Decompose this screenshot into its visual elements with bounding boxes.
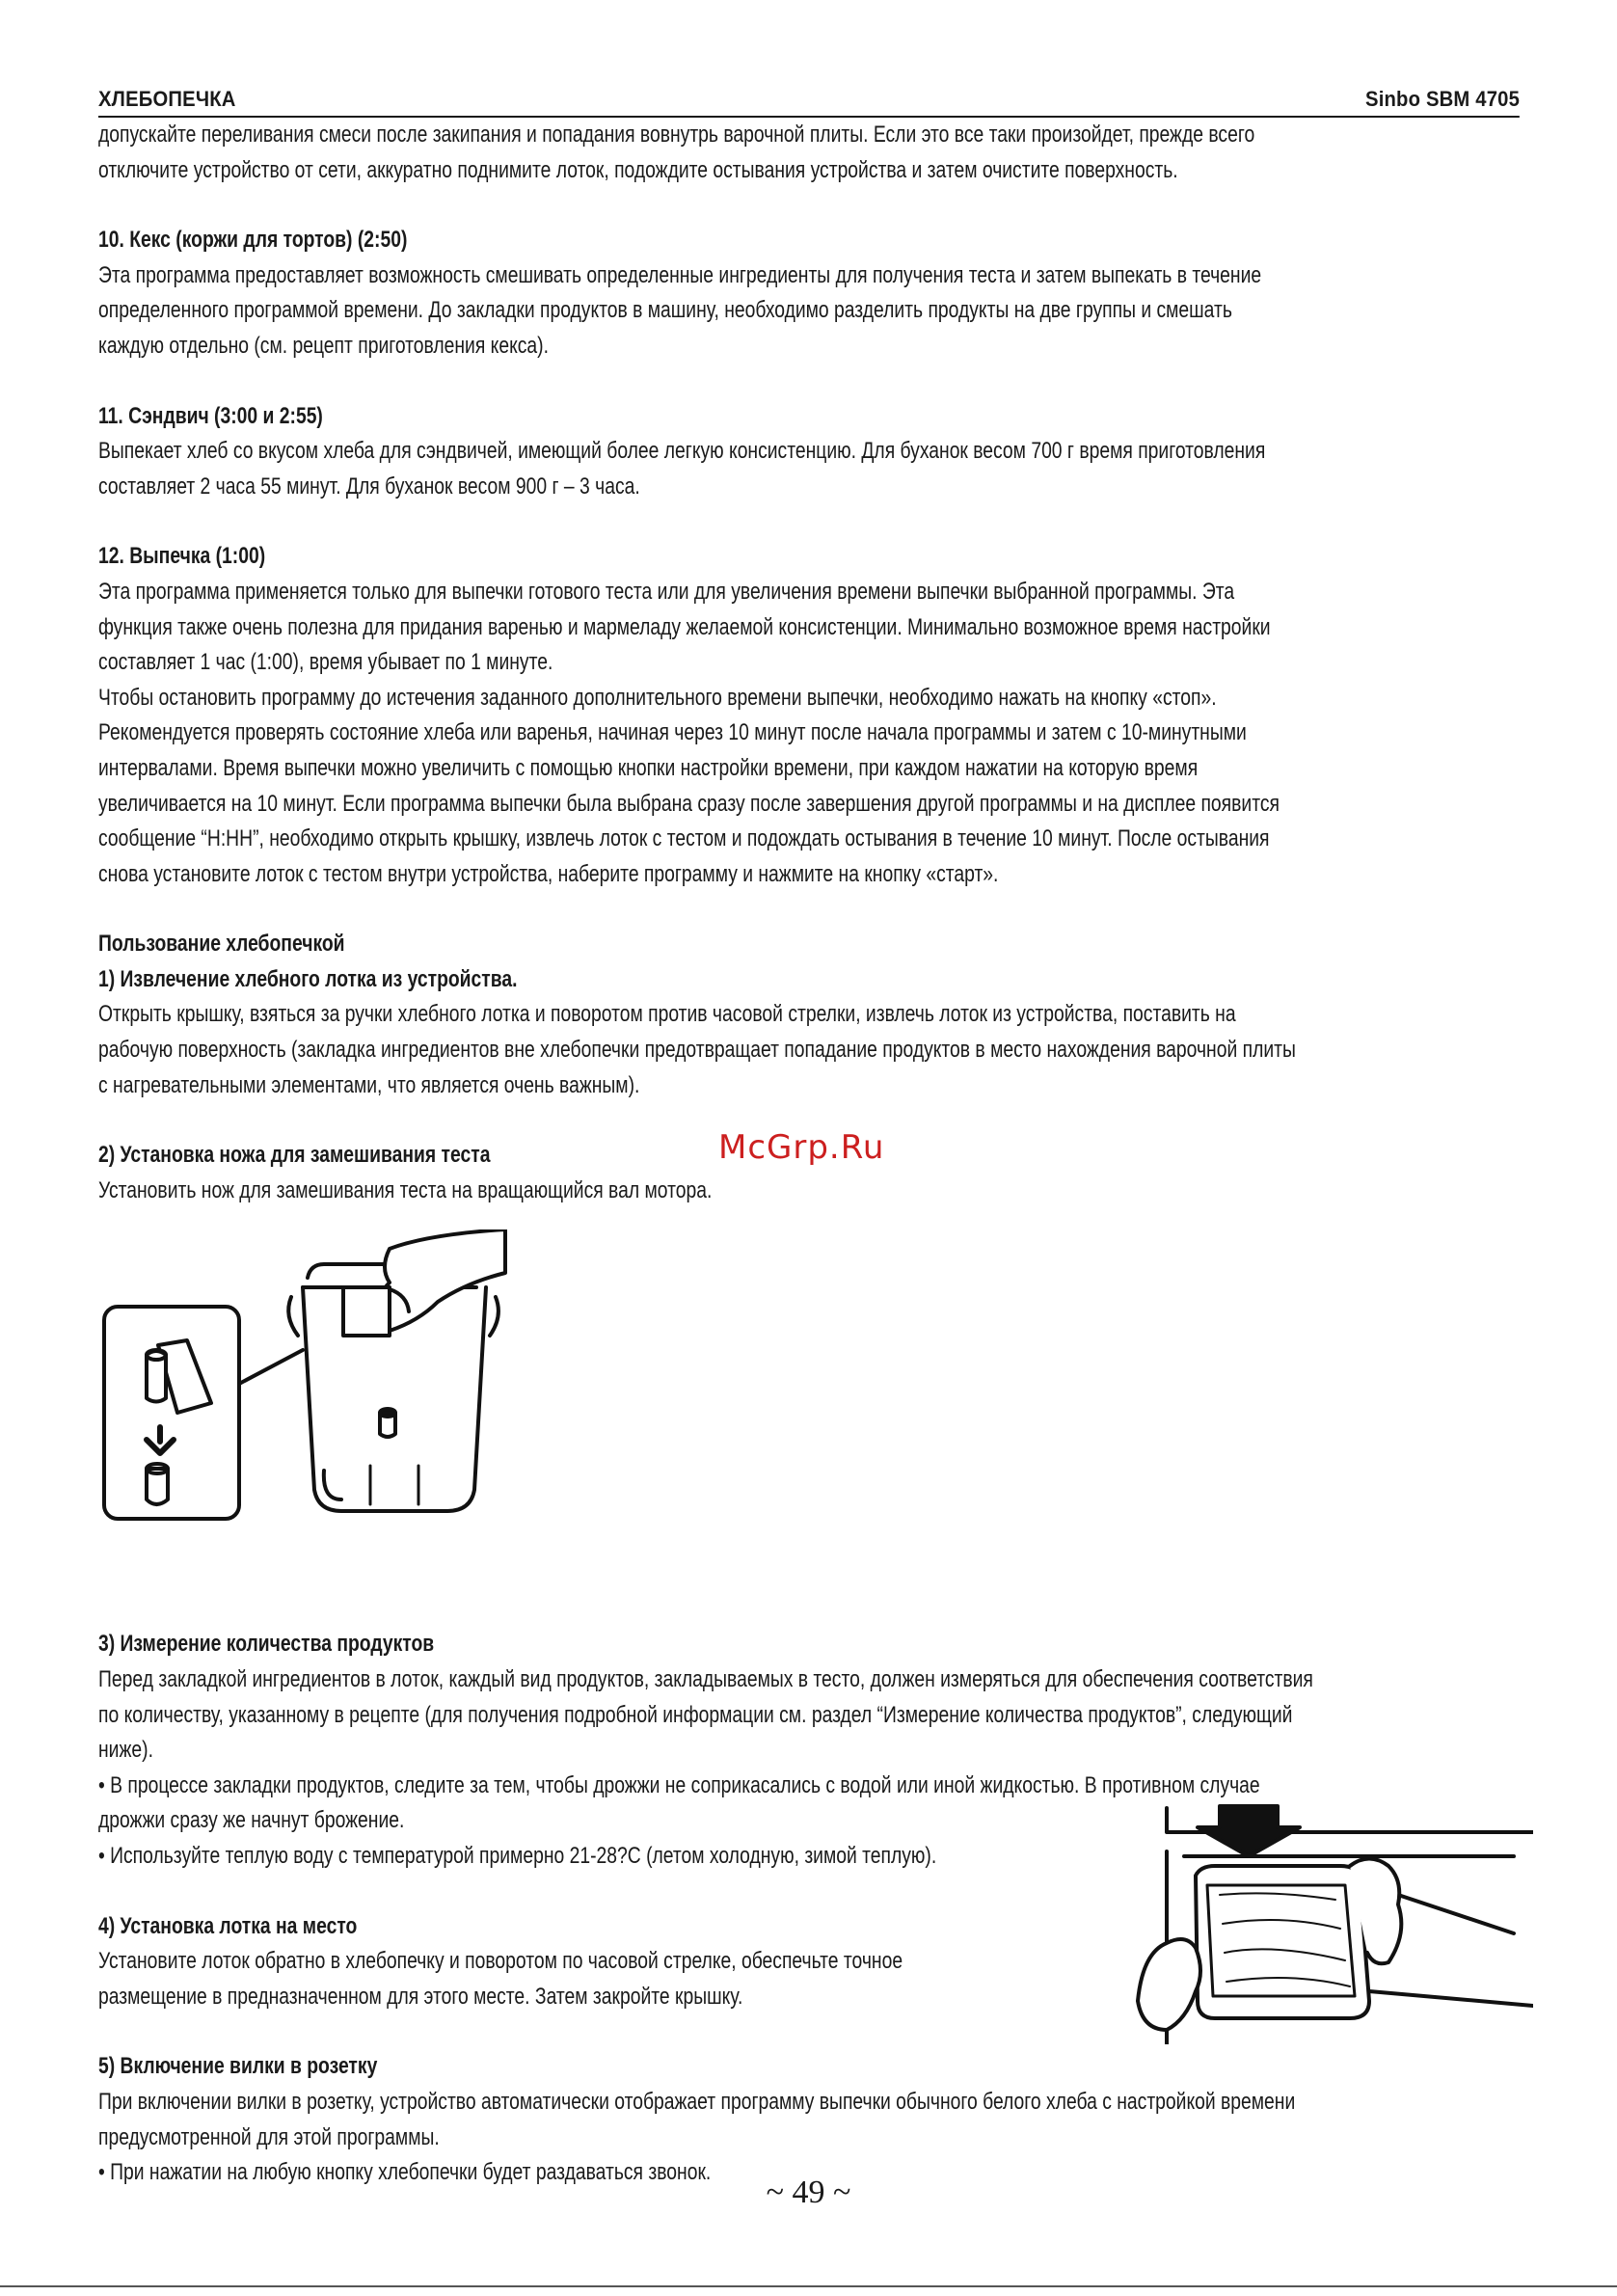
section-12-line: сообщение “H:HH”, необходимо открыть крышку, извлечь лоток с тестом и подождать остывания в течение 10 минут. После остывания — [98, 825, 1270, 852]
pan-installation-illustration — [1128, 1798, 1533, 2044]
step-2-title: 2) Установка ножа для замешивания теста — [98, 1142, 491, 1169]
step-4-line: Установите лоток обратно в хлебопечку и поворотом по часовой стрелке, обеспечьте точное — [98, 1948, 903, 1975]
page-header — [98, 87, 1520, 118]
step-5-title: 5) Включение вилки в розетку — [98, 2053, 378, 2080]
step-5-line: При включении вилки в розетку, устройство автоматически отображает программу выпечки обычного белого хлеба с настройкой времени — [98, 2088, 1296, 2115]
inset-frame — [104, 1307, 239, 1519]
step-3-line: ниже). — [98, 1737, 153, 1764]
footer-rule — [0, 2285, 1617, 2287]
section-10-line: каждую отдельно (см. рецепт приготовления кекса). — [98, 332, 549, 359]
step-5-line: предусмотренной для этой программы. — [98, 2123, 440, 2150]
section-11-line: составляет 2 часа 55 минут. Для буханок весом 900 г – 3 часа. — [98, 473, 640, 500]
section-12-line: Эта программа применяется только для выпечки готового теста или для увеличения времени выпечки выбранной программы. Эта — [98, 578, 1235, 605]
section-12-line: Рекомендуется проверять состояние хлеба или варенья, начиная через 10 минут после начала программы и затем с 10-минутными — [98, 719, 1247, 746]
step-3-title: 3) Измерение количества продуктов — [98, 1631, 435, 1658]
section-12-line: интервалами. Время выпечки можно увеличить с помощью кнопки настройки времени, при каждом нажатии на которую время — [98, 754, 1199, 781]
section-10-line: определенного программой времени. До закладки продуктов в машину, необходимо разделить продукты на две группы и смешать — [98, 297, 1232, 324]
kneading-blade-illustration — [100, 1229, 525, 1528]
step-1-line: с нагревательными элементами, что является очень важным). — [98, 1071, 640, 1098]
step-4-title: 4) Установка лотка на место — [98, 1912, 358, 1939]
usage-title: Пользование хлебопечкой — [98, 931, 345, 958]
section-12-line: функция также очень полезна для придания варенью и мармеладу желаемой консистенции. Минимально возможное время настройки — [98, 613, 1271, 640]
step-2-line: Установить нож для замешивания теста на вращающийся вал мотора. — [98, 1176, 713, 1203]
step-3-line: • В процессе закладки продуктов, следите за тем, чтобы дрожжи не соприкасались с водой или иной жидкостью. В противном случае — [98, 1771, 1260, 1798]
section-10-title: 10. Кекс (коржи для тортов) (2:50) — [98, 227, 408, 254]
section-11-title: 11. Сэндвич (3:00 и 2:55) — [98, 402, 323, 429]
section-12-title: 12. Выпечка (1:00) — [98, 543, 266, 570]
step-1-line: Открыть крышку, взяться за ручки хлебного лотка и поворотом против часовой стрелки, извлечь лоток из устройства, поставить на — [98, 1001, 1236, 1028]
header-model: Sinbo SBM 4705 — [1365, 87, 1521, 111]
section-11-line: Выпекает хлеб со вкусом хлеба для сэндвичей, имеющий более легкую консистенцию. Для буханок весом 700 г время приготовления — [98, 438, 1266, 465]
intro-line: отключите устройство от сети, аккуратно поднимите лоток, подождите остывания устройства и затем очистите поверхность. — [98, 156, 1178, 183]
section-12-line: Чтобы остановить программу до истечения заданного дополнительного времени выпечки, необходимо нажать на кнопку «стоп». — [98, 684, 1217, 711]
step-1-line: рабочую поверхность (закладка ингредиентов вне хлебопечки предотвращает попадание продуктов в место нахождения варочной плиты — [98, 1037, 1296, 1064]
step-4-line: размещение в предназначенном для этого месте. Затем закройте крышку. — [98, 1983, 743, 2010]
step-3-line: по количеству, указанному в рецепте (для получения подробной информации см. раздел “Измерение количества продуктов”, следующий — [98, 1701, 1293, 1728]
step-3-line: Перед закладкой ингредиентов в лоток, каждый вид продуктов, закладываемых в тесто, должен измеряться для обеспечения соответствия — [98, 1666, 1313, 1693]
watermark: McGrp.Ru — [718, 1128, 885, 1167]
intro-line: допускайте переливания смеси после закипания и попадания вовнутрь варочной плиты. Если это все таки произойдет, прежде всего — [98, 122, 1255, 148]
step-3-line: дрожжи сразу же начнут брожение. — [98, 1807, 405, 1834]
header-title: ХЛЕБОПЕЧКА — [98, 87, 236, 111]
page-number: ~ 49 ~ — [766, 2174, 851, 2210]
step-1-title: 1) Извлечение хлебного лотка из устройства. — [98, 965, 518, 992]
step-3-line: • Используйте теплую воду с температурой примерно 21-28?С (летом холодную, зимой теплую). — [98, 1843, 937, 1869]
section-10-line: Эта программа предоставляет возможность смешивать определенные ингредиенты для получения теста и затем выпекать в течение — [98, 261, 1262, 288]
section-12-line: составляет 1 час (1:00), время убывает по 1 минуте. — [98, 649, 553, 676]
section-12-line: снова установите лоток с тестом внутри устройства, наберите программу и нажмите на кнопку «старт». — [98, 860, 999, 887]
section-12-line: увеличивается на 10 минут. Если программа выпечки была выбрана сразу после завершения другой программы и на дисплее появится — [98, 790, 1280, 817]
step-5-line: • При нажатии на любую кнопку хлебопечки будет раздаваться звонок. — [98, 2159, 712, 2186]
